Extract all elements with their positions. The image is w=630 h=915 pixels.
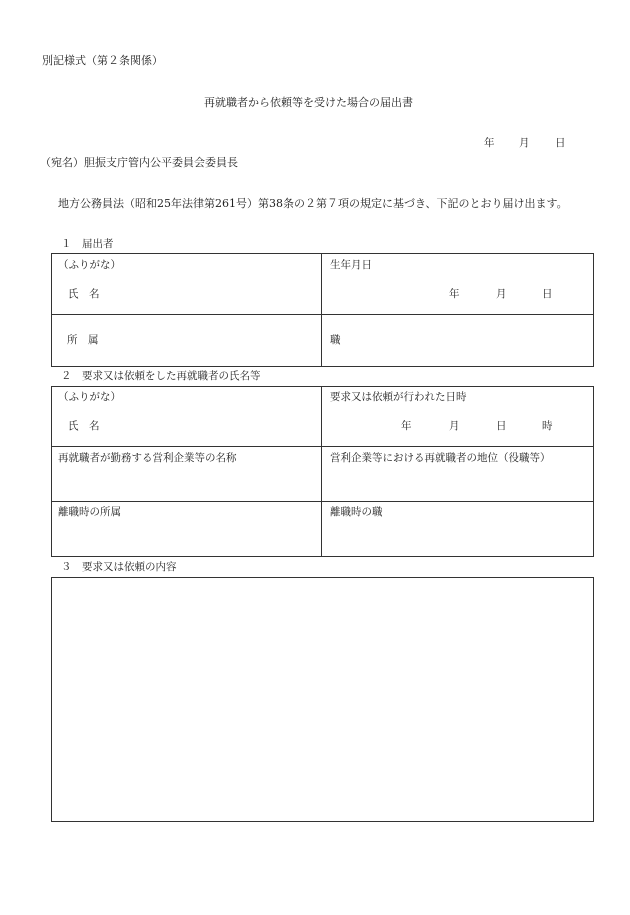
request-month-label: 月 (449, 420, 460, 432)
section1-table (51, 253, 594, 367)
section2-heading: ２ 要求又は依頼をした再就職者の氏名等 (61, 370, 261, 382)
submission-day: 日 (555, 137, 566, 149)
section3-heading: ３ 要求又は依頼の内容 (61, 561, 177, 573)
submission-year: 年 (484, 137, 495, 149)
request-datetime-label: 要求又は依頼が行われた日時 (330, 391, 467, 403)
section1-furigana-label: （ふりがな） (58, 259, 121, 271)
birth-year-label: 年 (449, 288, 460, 300)
section2-name-label: 氏 名 (68, 420, 100, 432)
section2-row-divider-1 (51, 446, 594, 447)
form-reference: 別記様式（第２条関係） (42, 54, 163, 67)
birthdate-label: 生年月日 (330, 259, 372, 271)
affiliation-label: 所 属 (67, 334, 99, 346)
company-position-label: 営利企業等における再就職者の地位（役職等） (330, 452, 551, 464)
section2-furigana-label: （ふりがな） (58, 391, 121, 403)
birth-day-label: 日 (542, 288, 553, 300)
section2-table (51, 386, 594, 557)
section1-row-divider (51, 314, 594, 315)
birth-month-label: 月 (496, 288, 507, 300)
section2-row-divider-2 (51, 501, 594, 502)
document-title: 再就職者から依頼等を受けた場合の届出書 (204, 96, 413, 109)
company-name-label: 再就職者が勤務する営利企業等の名称 (58, 452, 237, 464)
intro-text: 地方公務員法（昭和25年法律第261号）第38条の２第７項の規定に基づき、下記のとおり届け出ます。 (58, 197, 568, 210)
section1-divider (321, 253, 322, 367)
former-affiliation-label: 離職時の所属 (58, 506, 121, 518)
position-label: 職 (330, 334, 341, 346)
addressee: （宛名）胆振支庁管内公平委員会委員長 (40, 156, 238, 169)
submission-month: 月 (519, 137, 530, 149)
request-content-box (51, 577, 594, 822)
request-day-label: 日 (496, 420, 507, 432)
request-year-label: 年 (401, 420, 412, 432)
section2-divider (321, 386, 322, 557)
request-hour-label: 時 (542, 420, 553, 432)
section1-heading: １ 届出者 (61, 238, 114, 250)
former-position-label: 離職時の職 (330, 506, 383, 518)
section1-name-label: 氏 名 (68, 288, 100, 300)
